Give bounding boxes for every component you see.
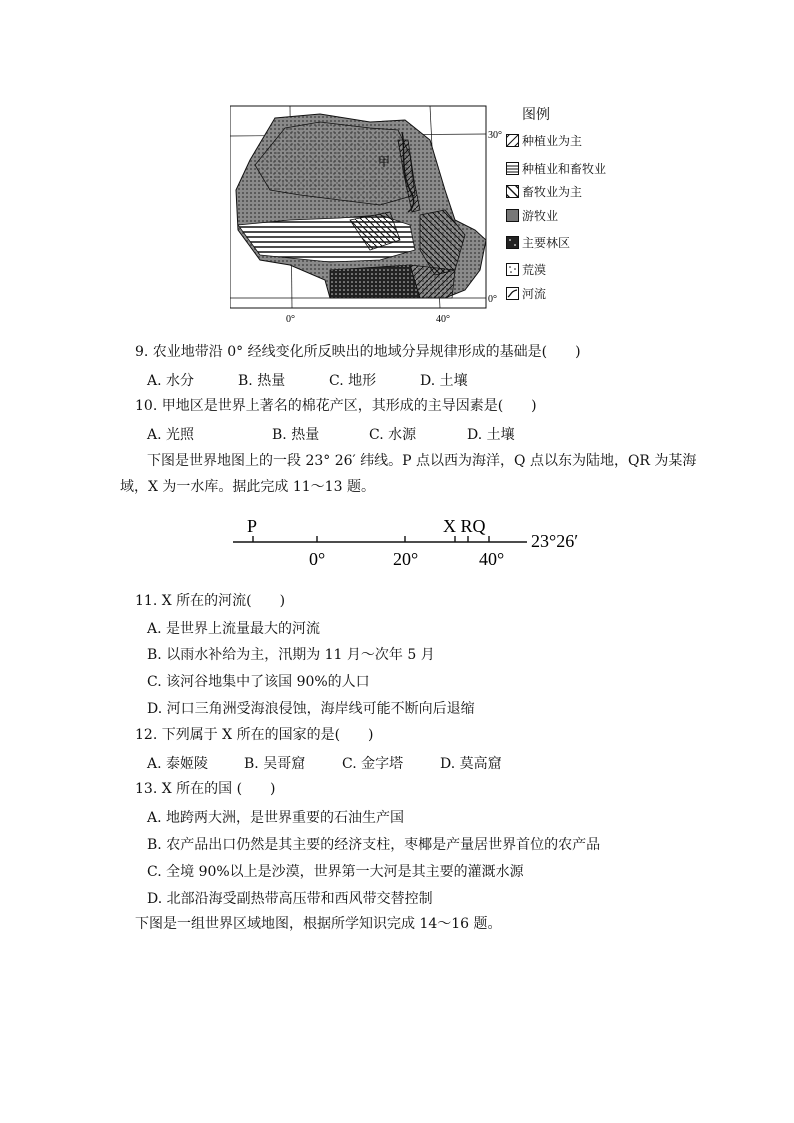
- question-9-stem: 9. 农业地带沿 0° 经线变化所反映出的地域分异规律形成的基础是( ): [135, 344, 581, 360]
- q13-option-b[interactable]: B. 农产品出口仍然是其主要的经济支柱，枣椰是产量居世界首位的农产品: [147, 837, 601, 853]
- question-11-stem: 11. X 所在的河流( ): [135, 593, 286, 609]
- intro-paragraph-2: 下图是一组世界区域地图，根据所学知识完成 14～16 题。: [135, 916, 502, 932]
- q11-option-a[interactable]: A. 是世界上流量最大的河流: [147, 621, 321, 637]
- lat-30-label: 30°: [488, 130, 502, 141]
- latitude-line-figure: [225, 510, 625, 572]
- q12-option-d[interactable]: D. 莫高窟: [440, 756, 502, 772]
- q10-option-d[interactable]: D. 土壤: [467, 427, 515, 443]
- q9-option-b[interactable]: B. 热量: [238, 373, 286, 389]
- q13-option-c[interactable]: C. 全境 90%以上是沙漠，世界第一大河是其主要的灌溉水源: [147, 864, 524, 880]
- q11-option-b[interactable]: B. 以雨水补给为主，汛期为 11 月～次年 5 月: [147, 647, 435, 663]
- grey-fill-swatch-icon: [506, 209, 519, 222]
- q13-option-a[interactable]: A. 地跨两大洲，是世界重要的石油生产国: [147, 810, 405, 826]
- legend-title: 图例: [522, 107, 550, 123]
- q9-option-d[interactable]: D. 土壤: [420, 373, 468, 389]
- question-12-stem: 12. 下列属于 X 所在的国家的是( ): [135, 727, 374, 743]
- q10-option-b[interactable]: B. 热量: [272, 427, 320, 443]
- lon-0-label: 0°: [286, 314, 295, 325]
- legend-item: 主要林区: [506, 234, 570, 251]
- q9-option-a[interactable]: A. 水分: [147, 373, 195, 389]
- lon-40-label: 40°: [436, 314, 450, 325]
- intro-paragraph-line-1: 下图是世界地图上的一段 23° 26′ 纬线。P 点以西为海洋，Q 点以东为陆地，QR 为某海: [147, 453, 697, 469]
- latitude-label: 23°26′: [531, 531, 579, 551]
- question-10-stem: 10. 甲地区是世界上著名的棉花产区，其形成的主导因素是( ): [135, 398, 537, 414]
- legend-item: 河流: [506, 285, 546, 302]
- q12-option-c[interactable]: C. 金字塔: [342, 756, 404, 772]
- legend-item: 种植业为主: [506, 132, 582, 149]
- label-jia: 甲: [378, 155, 391, 169]
- legend-item: 畜牧业为主: [506, 183, 582, 200]
- q12-option-a[interactable]: A. 泰姬陵: [147, 756, 209, 772]
- intro-paragraph-line-2: 域，X 为一水库。据此完成 11～13 题。: [120, 479, 375, 495]
- q13-option-d[interactable]: D. 北部沿海受副热带高压带和西风带交替控制: [147, 891, 433, 907]
- tick-20-label: 20°: [393, 549, 419, 569]
- tick-0-label: 0°: [309, 549, 326, 569]
- q12-option-b[interactable]: B. 吴哥窟: [244, 756, 306, 772]
- dotted-swatch-icon: [506, 263, 519, 276]
- points-x-r-q-label: X RQ: [443, 516, 486, 536]
- q10-option-a[interactable]: A. 光照: [147, 427, 195, 443]
- q11-option-c[interactable]: C. 该河谷地集中了该国 90%的人口: [147, 674, 370, 690]
- q10-option-c[interactable]: C. 水源: [369, 427, 417, 443]
- horizontal-stripe-swatch-icon: [506, 162, 519, 175]
- point-p-label: P: [247, 516, 258, 536]
- tick-40-label: 40°: [479, 549, 505, 569]
- legend-item: 荒漠: [506, 261, 546, 278]
- river-swatch-icon: [506, 287, 519, 300]
- legend-item: 游牧业: [506, 207, 558, 224]
- legend-item: 种植业和畜牧业: [506, 160, 606, 177]
- q9-option-c[interactable]: C. 地形: [329, 373, 377, 389]
- q11-option-d[interactable]: D. 河口三角洲受海浪侵蚀，海岸线可能不断向后退缩: [147, 701, 475, 717]
- dark-dotted-swatch-icon: [506, 236, 519, 249]
- question-13-stem: 13. X 所在的国 ( ): [135, 781, 276, 797]
- reverse-hatch-swatch-icon: [506, 185, 519, 198]
- diagonal-hatch-swatch-icon: [506, 134, 519, 147]
- lat-0-label: 0°: [488, 294, 497, 305]
